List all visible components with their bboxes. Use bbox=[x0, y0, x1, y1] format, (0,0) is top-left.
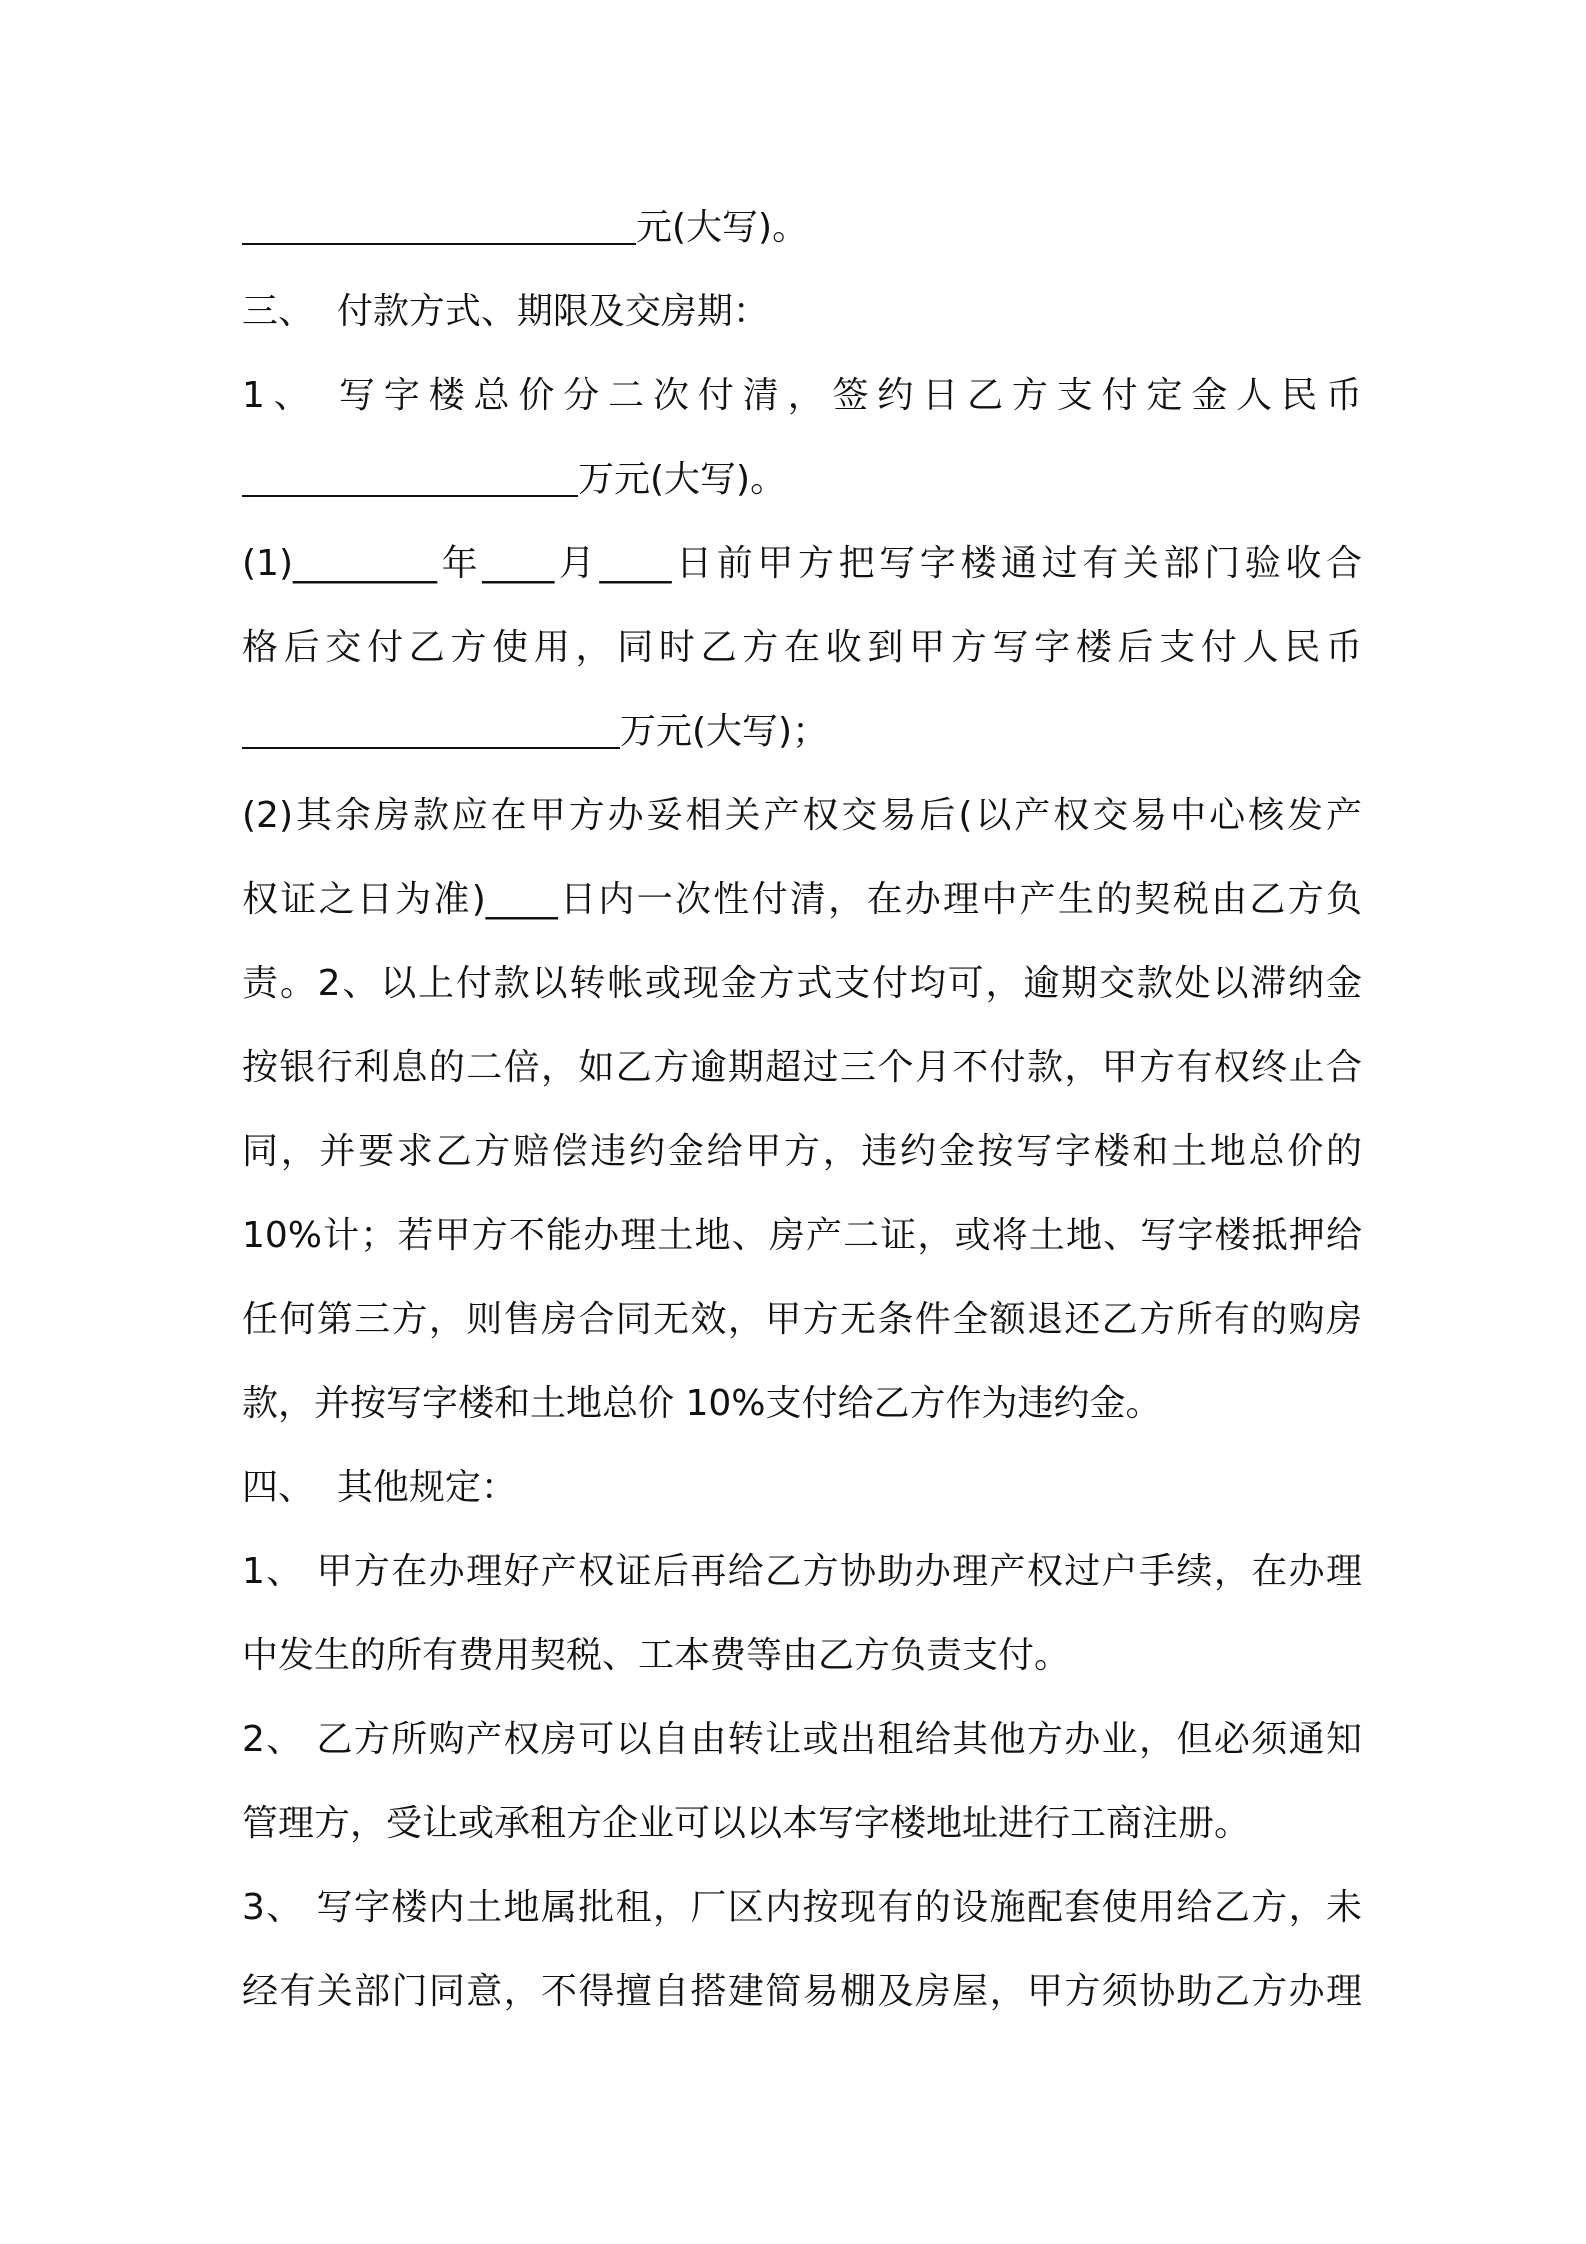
fill-blank bbox=[242, 465, 578, 497]
section-heading-4 bbox=[242, 1456, 1362, 1520]
line-text: 三、 付款方式、期限及交房期： bbox=[242, 291, 769, 332]
text-line-20 bbox=[242, 1792, 1362, 1856]
line-text: 同，并要求乙方赔偿违约金给甲方，违约金按写字楼和土地总价的 bbox=[242, 1131, 1362, 1172]
line-text: 权证之日为准)____日内一次性付清，在办理中产生的契税由乙方负 bbox=[242, 879, 1362, 920]
text-line-14 bbox=[242, 1288, 1362, 1352]
line-text: 中发生的所有费用契税、工本费等由乙方负责支付。 bbox=[242, 1635, 1071, 1676]
line-text: 按银行利息的二倍，如乙方逾期超过三个月不付款，甲方有权终止合 bbox=[242, 1047, 1362, 1088]
text-line-6 bbox=[242, 616, 1362, 680]
line-text: 万元(大写)； bbox=[620, 711, 829, 752]
text-line-13 bbox=[242, 1204, 1362, 1268]
text-line-3 bbox=[242, 364, 1362, 428]
text-line-22 bbox=[242, 1960, 1362, 2024]
line-text: 元(大写)。 bbox=[636, 207, 809, 248]
text-line-4 bbox=[242, 448, 1362, 512]
text-line-1 bbox=[242, 196, 1362, 260]
fill-blank bbox=[242, 213, 636, 245]
line-text: 1、 写字楼总价分二次付清，签约日乙方支付定金人民币 bbox=[242, 375, 1362, 416]
line-text: 10%计；若甲方不能办理土地、房产二证，或将土地、写字楼抵押给 bbox=[242, 1215, 1362, 1256]
line-text: 2、 乙方所购产权房可以自由转让或出租给其他方办业，但必须通知 bbox=[242, 1719, 1362, 1760]
line-text: (2)其余房款应在甲方办妥相关产权交易后(以产权交易中心核发产 bbox=[242, 795, 1362, 836]
line-text: 责。2、以上付款以转帐或现金方式支付均可，逾期交款处以滞纳金 bbox=[242, 963, 1362, 1004]
line-text: 3、 写字楼内土地属批租，厂区内按现有的设施配套使用给乙方，未 bbox=[242, 1887, 1362, 1928]
line-text: 格后交付乙方使用，同时乙方在收到甲方写字楼后支付人民币 bbox=[242, 627, 1362, 668]
line-text: 1、 甲方在办理好产权证后再给乙方协助办理产权过户手续，在办理 bbox=[242, 1551, 1362, 1592]
text-line-18 bbox=[242, 1624, 1362, 1688]
text-line-15 bbox=[242, 1372, 1362, 1436]
line-text: 经有关部门同意，不得擅自搭建简易棚及房屋，甲方须协助乙方办理 bbox=[242, 1971, 1362, 2012]
text-line-10 bbox=[242, 952, 1362, 1016]
text-line-9 bbox=[242, 868, 1362, 932]
text-line-19 bbox=[242, 1708, 1362, 1772]
line-text: 四、 其他规定： bbox=[242, 1467, 517, 1508]
line-text: (1)________年____月____日前甲方把写字楼通过有关部门验收合 bbox=[242, 543, 1362, 584]
text-line-7 bbox=[242, 700, 1362, 764]
line-text: 款，并按写字楼和土地总价 10%支付给乙方作为违约金。 bbox=[242, 1383, 1162, 1424]
text-line-12 bbox=[242, 1120, 1362, 1184]
fill-blank bbox=[242, 717, 620, 749]
section-heading-3 bbox=[242, 280, 1362, 344]
line-text: 任何第三方，则售房合同无效，甲方无条件全额退还乙方所有的购房 bbox=[242, 1299, 1362, 1340]
text-line-8 bbox=[242, 784, 1362, 848]
text-line-11 bbox=[242, 1036, 1362, 1100]
line-text: 管理方，受让或承租方企业可以以本写字楼地址进行工商注册。 bbox=[242, 1803, 1251, 1844]
text-line-17 bbox=[242, 1540, 1362, 1604]
line-text: 万元(大写)。 bbox=[578, 459, 787, 500]
text-line-21 bbox=[242, 1876, 1362, 1940]
text-line-5 bbox=[242, 532, 1362, 596]
